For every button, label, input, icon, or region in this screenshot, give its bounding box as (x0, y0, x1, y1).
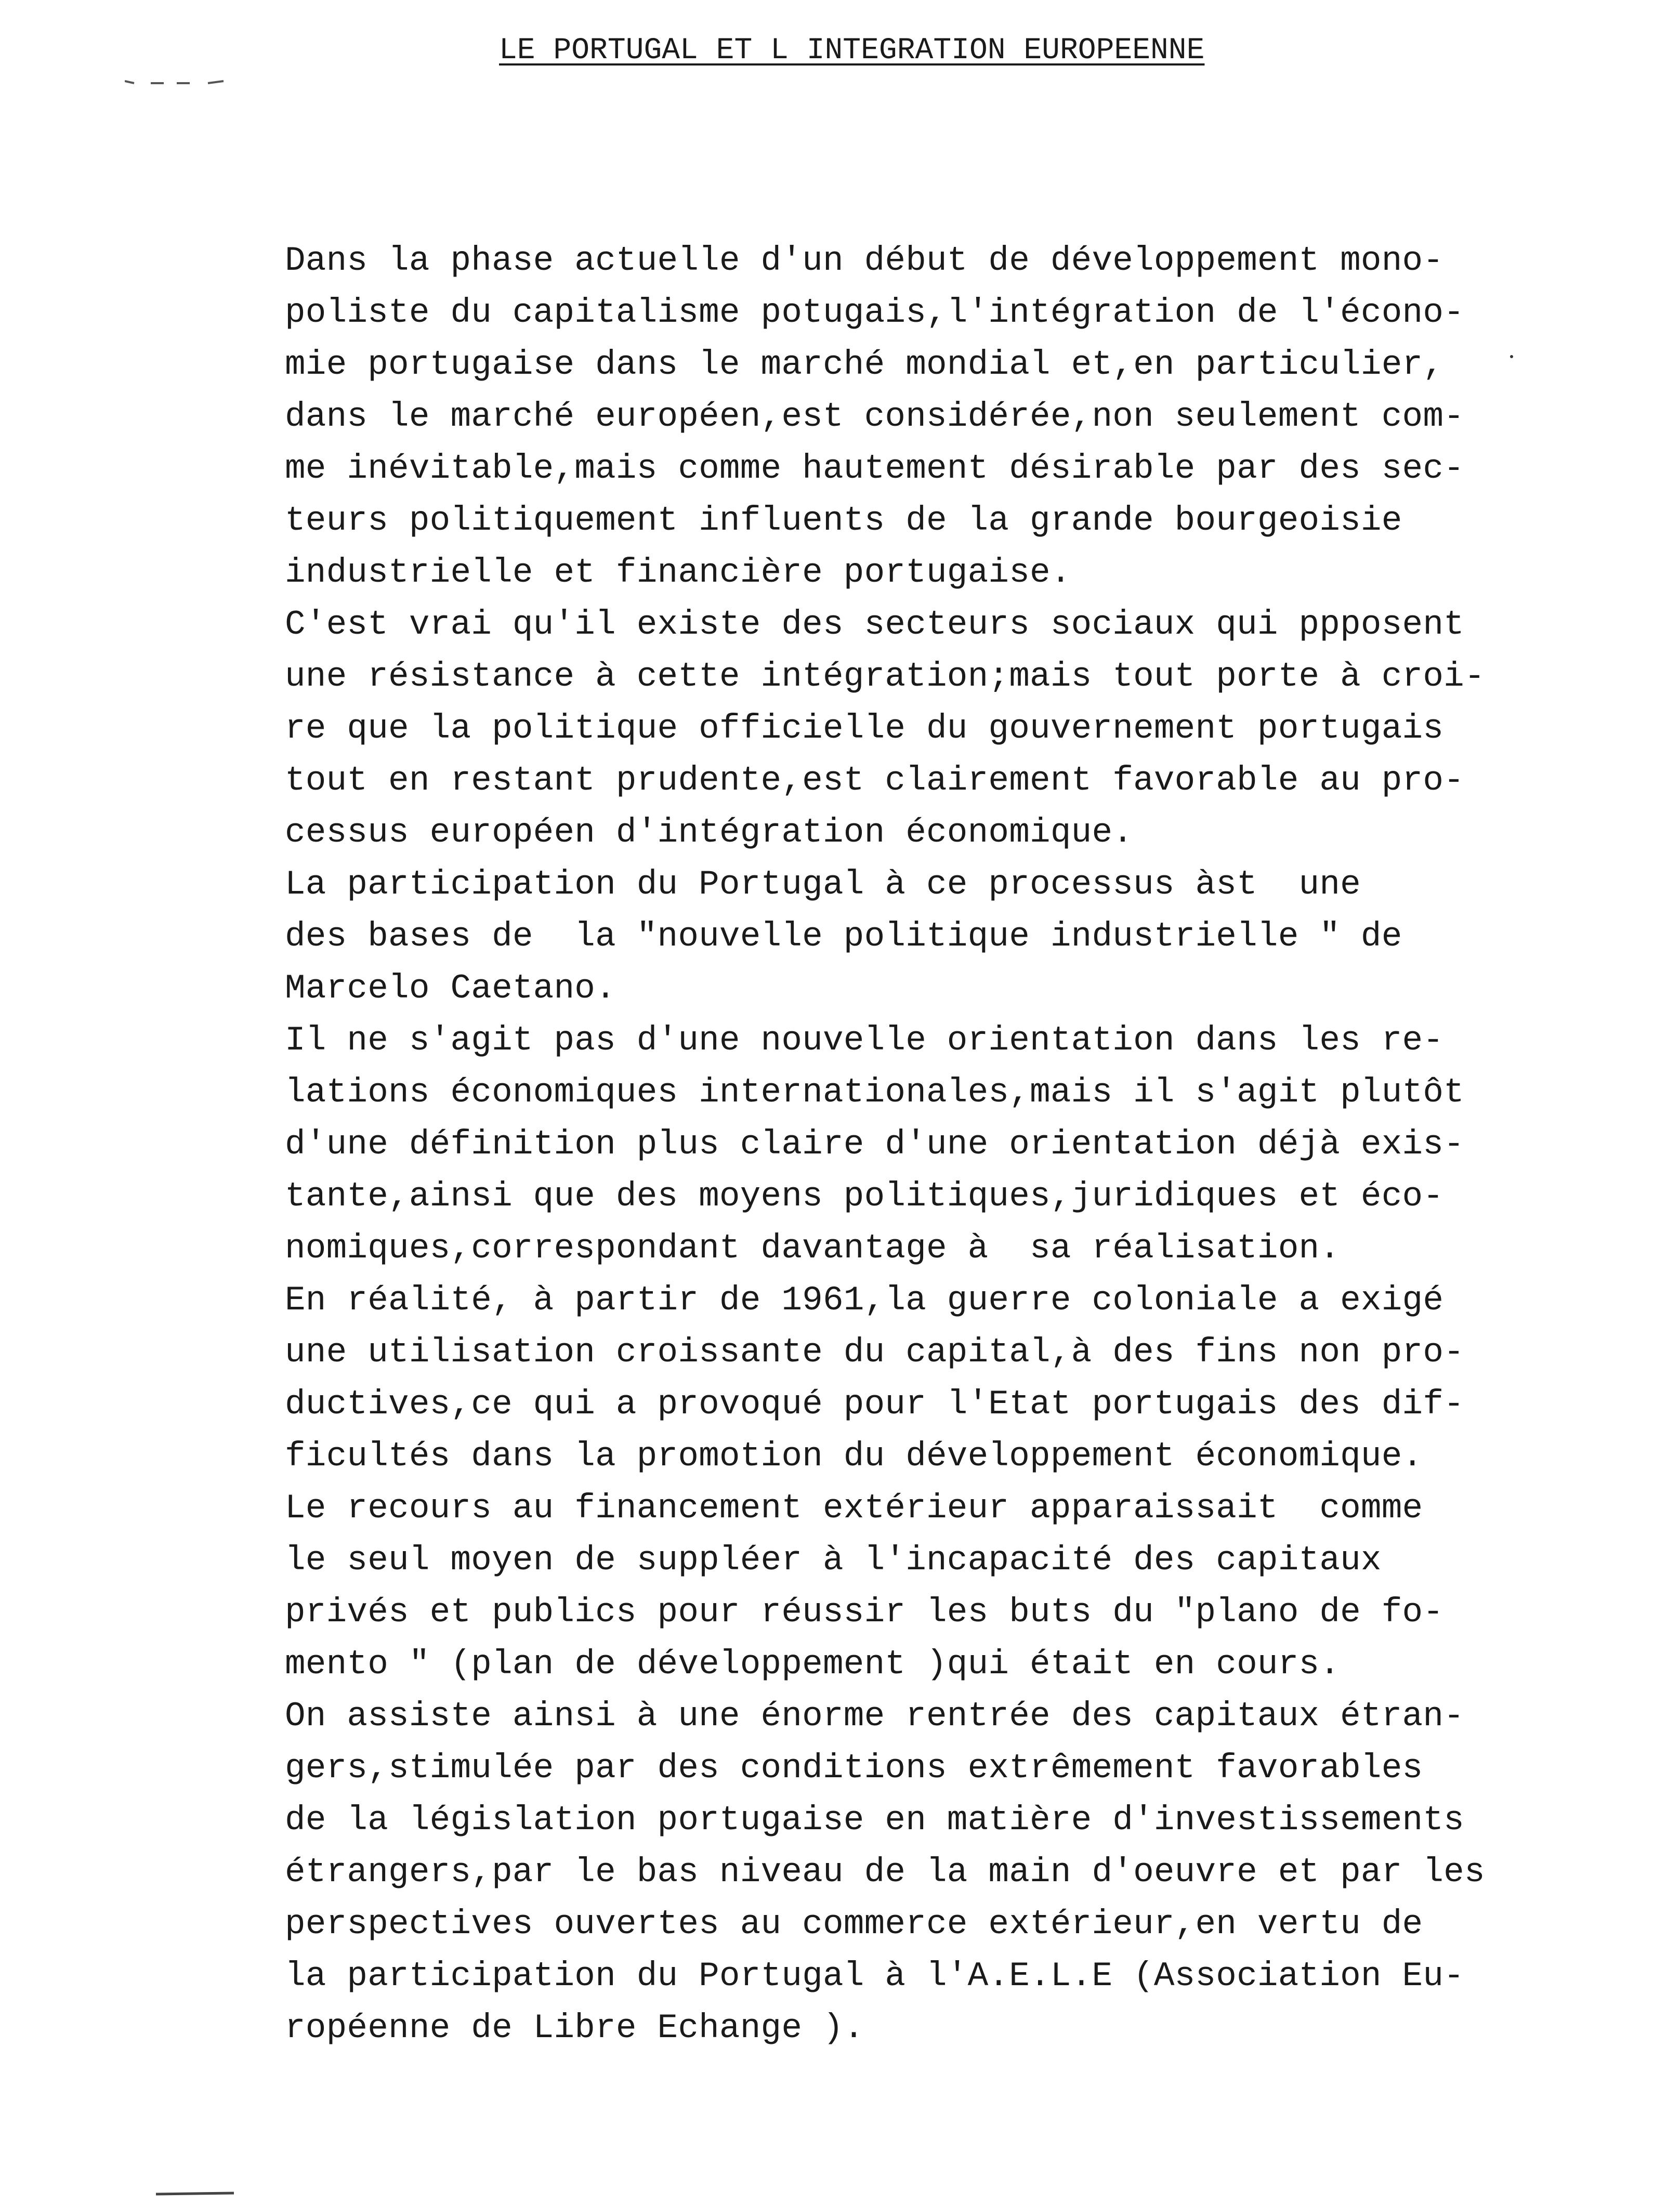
body-line: dans le marché européen,est considérée,non seulement com- (285, 397, 1464, 436)
body-line: tout en restant prudente,est clairement favorable au pro- (285, 761, 1464, 800)
body-line: privés et publics pour réussir les buts du "plano de fo- (285, 1593, 1444, 1632)
body-line: re que la politique officielle du gouvernement portugais (285, 709, 1444, 748)
body-line: Le recours au financement extérieur apparaissait comme (285, 1489, 1423, 1528)
body-line: le seul moyen de suppléer à l'incapacité des capitaux (285, 1541, 1382, 1580)
body-line: gers,stimulée par des conditions extrêmement favorables (285, 1749, 1423, 1788)
body-line: perspectives ouvertes au commerce extérieur,en vertu de (285, 1905, 1423, 1944)
body-line: On assiste ainsi à une énorme rentrée des capitaux étran- (285, 1697, 1464, 1736)
body-line: une résistance à cette intégration;mais tout porte à croi- (285, 657, 1485, 696)
body-line: Dans la phase actuelle d'un début de développement mono- (285, 241, 1444, 280)
body-line: Il ne s'agit pas d'une nouvelle orientation dans les re- (285, 1021, 1444, 1060)
body-line: tante,ainsi que des moyens politiques,juridiques et éco- (285, 1177, 1444, 1216)
body-line: cessus européen d'intégration économique. (285, 813, 1134, 852)
body-line: me inévitable,mais comme hautement désirable par des sec- (285, 449, 1464, 488)
body-line: ropéenne de Libre Echange ). (285, 2009, 864, 2048)
body-line: La participation du Portugal à ce processus àst une (285, 865, 1361, 904)
body-line: une utilisation croissante du capital,à des fins non pro- (285, 1333, 1464, 1372)
body-line: industrielle et financière portugaise. (285, 553, 1071, 592)
body-line: ductives,ce qui a provoqué pour l'Etat portugais des dif- (285, 1385, 1464, 1424)
body-line: la participation du Portugal à l'A.E.L.E (Association Eu- (285, 1957, 1464, 1996)
body-line: poliste du capitalisme potugais,l'intégration de l'écono- (285, 293, 1464, 332)
body-line: mento " (plan de développement )qui était en cours. (285, 1645, 1341, 1684)
body-line: étrangers,par le bas niveau de la main d'oeuvre et par les (285, 1853, 1485, 1892)
body-line: Marcelo Caetano. (285, 969, 616, 1008)
body-line: teurs politiquement influents de la grande bourgeoisie (285, 501, 1402, 540)
body-line: mie portugaise dans le marché mondial et,en particulier, (285, 345, 1444, 384)
document-title: LE PORTUGAL ET L INTEGRATION EUROPEENNE (499, 34, 1205, 68)
scan-mark-top (125, 77, 229, 87)
scan-mark-bottom (156, 2191, 234, 2196)
body-line: C'est vrai qu'il existe des secteurs sociaux qui ppposent (285, 605, 1464, 644)
body-line: En réalité, à partir de 1961,la guerre coloniale a exigé (285, 1281, 1444, 1320)
body-line: nomiques,correspondant davantage à sa réalisation. (285, 1229, 1341, 1268)
body-line: d'une définition plus claire d'une orientation déjà exis- (285, 1125, 1464, 1164)
body-line: de la législation portugaise en matière d'investissements (285, 1801, 1464, 1840)
body-line: lations économiques internationales,mais il s'agit plutôt (285, 1073, 1464, 1112)
document-body (285, 235, 1543, 2054)
body-line: ficultés dans la promotion du développement économique. (285, 1437, 1423, 1476)
body-line: des bases de la "nouvelle politique industrielle " de (285, 917, 1402, 956)
